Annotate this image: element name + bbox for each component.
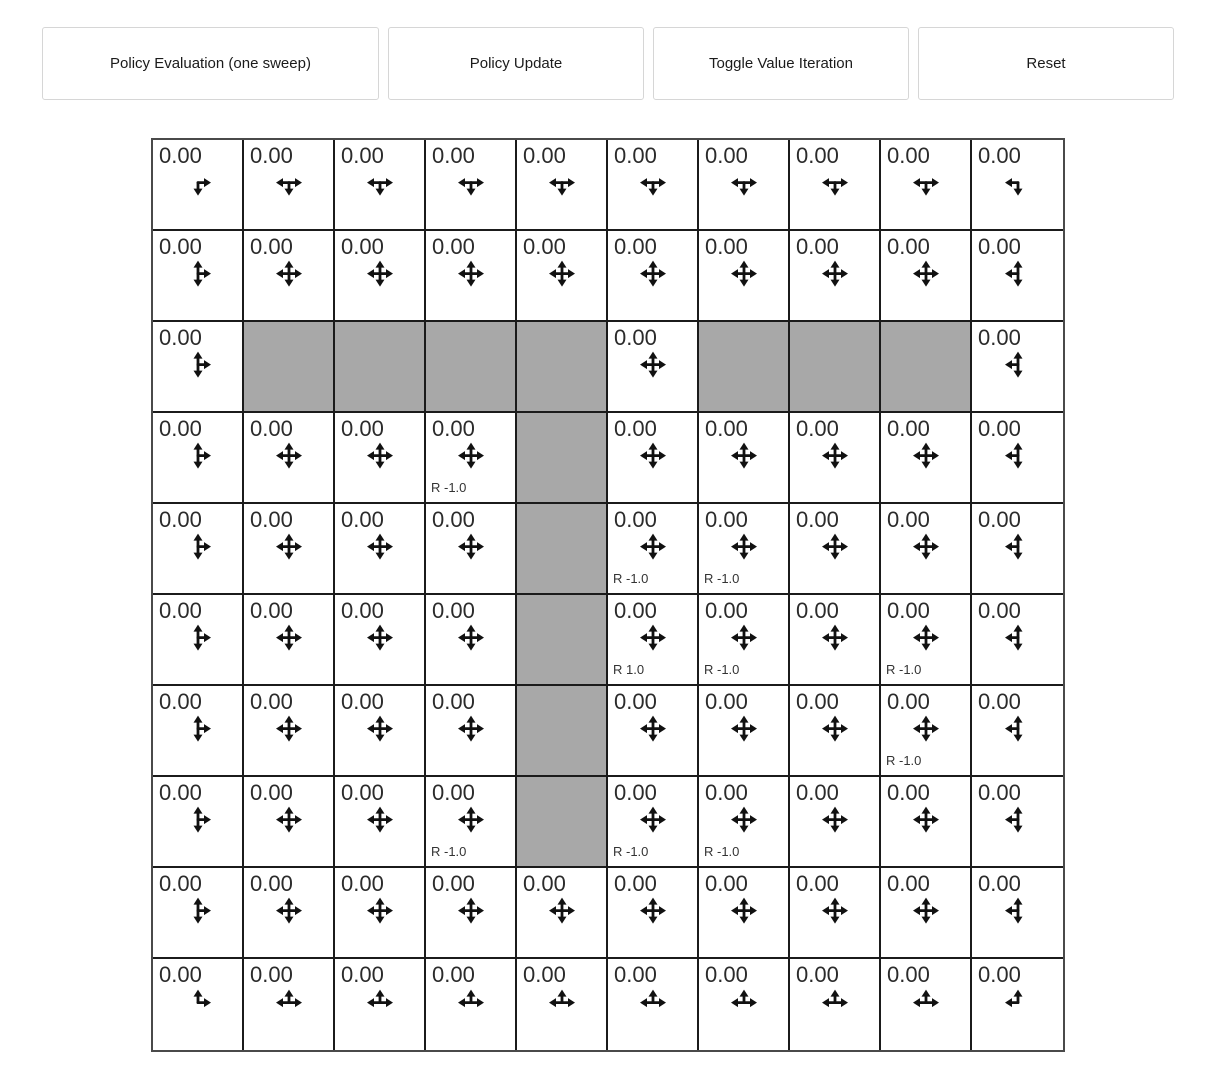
state-value: 0.00 [978,598,1021,623]
policy-arrows-icon [729,713,759,743]
state-value: 0.00 [523,143,566,168]
grid-cell [790,959,881,1050]
grid-cell [972,595,1063,686]
policy-arrows-icon [183,258,213,288]
state-value: 0.00 [341,598,384,623]
policy-arrows-icon [274,531,304,561]
grid-cell [153,686,244,777]
policy-arrows-icon [820,258,850,288]
state-value: 0.00 [250,962,293,987]
policy-arrows-icon [911,713,941,743]
grid-cell [517,231,608,322]
state-value: 0.00 [705,780,748,805]
grid-cell [426,413,517,504]
policy-arrows-icon [1003,440,1033,470]
grid-cell [881,413,972,504]
grid-cell [335,504,426,595]
policy-arrows-icon [1003,349,1033,379]
policy-arrows-icon [638,895,668,925]
grid-cell [790,686,881,777]
state-value: 0.00 [887,234,930,259]
grid-cell [972,959,1063,1050]
grid-cell [244,686,335,777]
grid-cell [426,504,517,595]
policy-arrows-icon [456,440,486,470]
state-value: 0.00 [614,962,657,987]
state-value: 0.00 [614,143,657,168]
state-value: 0.00 [159,507,202,532]
policy-arrows-icon [183,895,213,925]
reward-label: R -1.0 [613,571,649,586]
grid-cell [335,868,426,959]
policy-arrows-icon [820,804,850,834]
state-value: 0.00 [978,871,1021,896]
grid-cell [790,868,881,959]
wall-cell [517,413,608,504]
policy-arrows-icon [183,713,213,743]
policy-arrows-icon [274,804,304,834]
policy-arrows-icon [456,167,486,197]
policy-arrows-icon [729,804,759,834]
policy-arrows-icon [274,987,304,1017]
grid-cell [426,140,517,231]
wall-cell [335,322,426,413]
state-value: 0.00 [978,962,1021,987]
state-value: 0.00 [705,962,748,987]
state-value: 0.00 [887,416,930,441]
state-value: 0.00 [432,689,475,714]
grid-cell [972,140,1063,231]
policy-arrows-icon [456,804,486,834]
state-value: 0.00 [705,416,748,441]
state-value: 0.00 [250,416,293,441]
policy-arrows-icon [456,895,486,925]
grid-cell [244,959,335,1050]
grid-cell [153,231,244,322]
policy-arrows-icon [729,531,759,561]
state-value: 0.00 [341,871,384,896]
reward-label: R -1.0 [886,753,922,768]
policy-arrows-icon [1003,713,1033,743]
state-value: 0.00 [978,143,1021,168]
state-value: 0.00 [341,416,384,441]
grid-cell [335,959,426,1050]
grid-cell [244,231,335,322]
reward-label: R -1.0 [886,662,922,677]
reward-label: R -1.0 [704,662,740,677]
grid-cell [972,504,1063,595]
policy-arrows-icon [365,987,395,1017]
grid-cell [153,504,244,595]
grid-cell [699,413,790,504]
state-value: 0.00 [250,598,293,623]
state-value: 0.00 [341,689,384,714]
grid-cell [699,595,790,686]
state-value: 0.00 [887,780,930,805]
policy-arrows-icon [274,258,304,288]
policy-arrows-icon [638,258,668,288]
wall-cell [517,686,608,777]
grid-cell [608,231,699,322]
state-value: 0.00 [705,234,748,259]
policy-arrows-icon [729,987,759,1017]
policy-arrows-icon [638,531,668,561]
policy-arrows-icon [911,622,941,652]
grid-cell [426,868,517,959]
grid-cell [244,777,335,868]
state-value: 0.00 [887,871,930,896]
policy-arrows-icon [911,987,941,1017]
policy-arrows-icon [365,804,395,834]
policy-arrows-icon [729,622,759,652]
policy-arrows-icon [1003,531,1033,561]
grid-cell [335,595,426,686]
policy-arrows-icon [638,349,668,379]
policy-arrows-icon [911,804,941,834]
policy-arrows-icon [729,167,759,197]
grid-cell [244,595,335,686]
state-value: 0.00 [341,143,384,168]
state-value: 0.00 [887,689,930,714]
policy-arrows-icon [1003,258,1033,288]
state-value: 0.00 [159,962,202,987]
state-value: 0.00 [250,689,293,714]
state-value: 0.00 [796,780,839,805]
reward-label: R -1.0 [431,480,467,495]
policy-arrows-icon [1003,622,1033,652]
state-value: 0.00 [159,598,202,623]
grid-cell [972,686,1063,777]
state-value: 0.00 [523,962,566,987]
policy-arrows-icon [547,258,577,288]
grid-cell [426,231,517,322]
state-value: 0.00 [432,234,475,259]
reward-label: R -1.0 [704,844,740,859]
state-value: 0.00 [705,689,748,714]
state-value: 0.00 [796,962,839,987]
grid-cell [972,322,1063,413]
grid-cell [699,140,790,231]
state-value: 0.00 [796,143,839,168]
policy-arrows-icon [547,167,577,197]
state-value: 0.00 [159,780,202,805]
state-value: 0.00 [341,507,384,532]
state-value: 0.00 [796,689,839,714]
state-value: 0.00 [978,325,1021,350]
wall-cell [517,777,608,868]
state-value: 0.00 [978,416,1021,441]
policy-arrows-icon [183,804,213,834]
state-value: 0.00 [250,143,293,168]
state-value: 0.00 [250,871,293,896]
state-value: 0.00 [432,871,475,896]
grid-cell [881,231,972,322]
state-value: 0.00 [705,871,748,896]
policy-arrows-icon [911,531,941,561]
policy-arrows-icon [456,713,486,743]
grid-cell [244,868,335,959]
grid-cell [699,868,790,959]
policy-arrows-icon [729,440,759,470]
grid-cell [881,140,972,231]
grid-cell [608,595,699,686]
state-value: 0.00 [159,143,202,168]
grid-cell [699,686,790,777]
grid-cell [608,868,699,959]
wall-cell [517,322,608,413]
state-value: 0.00 [159,234,202,259]
toolbar [42,27,1224,100]
state-value: 0.00 [978,689,1021,714]
policy-arrows-icon [456,622,486,652]
wall-cell [517,504,608,595]
grid-cell [972,231,1063,322]
grid-cell [972,413,1063,504]
policy-arrows-icon [911,895,941,925]
state-value: 0.00 [341,234,384,259]
grid-cell [608,959,699,1050]
grid-cell [608,777,699,868]
grid-cell [335,140,426,231]
state-value: 0.00 [887,143,930,168]
state-value: 0.00 [887,962,930,987]
grid-cell [426,777,517,868]
reward-label: R 1.0 [613,662,645,677]
policy-arrows-icon [456,987,486,1017]
policy-arrows-icon [274,713,304,743]
policy-arrows-icon [638,713,668,743]
grid-cell [335,231,426,322]
wall-cell [699,322,790,413]
state-value: 0.00 [432,416,475,441]
state-value: 0.00 [432,143,475,168]
wall-cell [244,322,335,413]
grid-cell [153,322,244,413]
state-value: 0.00 [614,780,657,805]
grid-cell [517,959,608,1050]
grid-cell [608,322,699,413]
wall-cell [881,322,972,413]
state-value: 0.00 [796,416,839,441]
toggle-value-iteration-button[interactable]: Toggle Value Iteration [653,27,909,100]
policy-arrows-icon [729,895,759,925]
grid-cell [881,686,972,777]
state-value: 0.00 [614,234,657,259]
grid-cell [608,413,699,504]
grid-cell [608,140,699,231]
gridworld-grid [151,138,1065,1052]
policy-arrows-icon [911,258,941,288]
grid-cell [790,231,881,322]
grid-cell [972,777,1063,868]
state-value: 0.00 [796,507,839,532]
state-value: 0.00 [432,962,475,987]
policy-arrows-icon [1003,167,1033,197]
policy-arrows-icon [456,258,486,288]
policy-arrows-icon [274,440,304,470]
state-value: 0.00 [432,780,475,805]
grid-cell [699,959,790,1050]
policy-arrows-icon [820,167,850,197]
grid-cell [790,413,881,504]
policy-arrows-icon [365,258,395,288]
state-value: 0.00 [250,234,293,259]
policy-arrows-icon [183,531,213,561]
reward-label: R -1.0 [613,844,649,859]
policy-arrows-icon [183,440,213,470]
grid-cell [153,959,244,1050]
policy-arrows-icon [365,167,395,197]
state-value: 0.00 [796,598,839,623]
grid-cell [244,504,335,595]
policy-arrows-icon [183,622,213,652]
grid-cell [335,413,426,504]
grid-cell [335,686,426,777]
policy-arrows-icon [274,622,304,652]
state-value: 0.00 [432,507,475,532]
grid-cell [881,777,972,868]
policy-arrows-icon [820,895,850,925]
grid-cell [699,504,790,595]
grid-cell [244,140,335,231]
grid-cell [517,140,608,231]
grid-cell [790,777,881,868]
grid-cell [517,868,608,959]
state-value: 0.00 [614,416,657,441]
state-value: 0.00 [159,871,202,896]
state-value: 0.00 [705,598,748,623]
policy-arrows-icon [365,531,395,561]
grid-cell [426,959,517,1050]
policy-arrows-icon [365,713,395,743]
grid-cell [881,868,972,959]
wall-cell [517,595,608,686]
state-value: 0.00 [614,507,657,532]
policy-arrows-icon [638,987,668,1017]
state-value: 0.00 [250,780,293,805]
policy-arrows-icon [820,987,850,1017]
policy-arrows-icon [820,713,850,743]
grid-cell [335,777,426,868]
grid-cell [699,231,790,322]
grid-cell [608,686,699,777]
policy-arrows-icon [820,622,850,652]
state-value: 0.00 [523,871,566,896]
grid-cell [608,504,699,595]
reward-label: R -1.0 [704,571,740,586]
grid-cell [699,777,790,868]
reset-button[interactable]: Reset [918,27,1174,100]
wall-cell [790,322,881,413]
grid-cell [153,595,244,686]
grid-cell [790,504,881,595]
state-value: 0.00 [705,143,748,168]
policy-update-button[interactable]: Policy Update [388,27,644,100]
grid-cell [426,595,517,686]
state-value: 0.00 [978,507,1021,532]
state-value: 0.00 [978,780,1021,805]
state-value: 0.00 [159,325,202,350]
policy-arrows-icon [547,987,577,1017]
grid-cell [426,686,517,777]
policy-arrows-icon [183,167,213,197]
policy-arrows-icon [911,440,941,470]
state-value: 0.00 [250,507,293,532]
policy-arrows-icon [456,531,486,561]
policy-arrows-icon [911,167,941,197]
policy-arrows-icon [183,349,213,379]
policy-arrows-icon [638,804,668,834]
grid-cell [153,413,244,504]
policy-arrows-icon [820,531,850,561]
policy-arrows-icon [638,167,668,197]
state-value: 0.00 [341,962,384,987]
policy-arrows-icon [820,440,850,470]
state-value: 0.00 [796,871,839,896]
policy-arrows-icon [365,440,395,470]
policy-arrows-icon [274,167,304,197]
state-value: 0.00 [159,416,202,441]
grid-cell [881,504,972,595]
policy-arrows-icon [547,895,577,925]
state-value: 0.00 [614,871,657,896]
policy-arrows-icon [274,895,304,925]
policy-arrows-icon [638,440,668,470]
grid-cell [881,595,972,686]
grid-cell [153,140,244,231]
policy-arrows-icon [183,987,213,1017]
wall-cell [426,322,517,413]
state-value: 0.00 [978,234,1021,259]
policy-arrows-icon [1003,987,1033,1017]
grid-cell [790,140,881,231]
state-value: 0.00 [523,234,566,259]
policy-arrows-icon [729,258,759,288]
state-value: 0.00 [614,325,657,350]
reward-label: R -1.0 [431,844,467,859]
grid-cell [972,868,1063,959]
state-value: 0.00 [341,780,384,805]
state-value: 0.00 [614,598,657,623]
grid-cell [153,777,244,868]
state-value: 0.00 [614,689,657,714]
policy-arrows-icon [365,622,395,652]
policy-evaluation-button[interactable]: Policy Evaluation (one sweep) [42,27,379,100]
state-value: 0.00 [705,507,748,532]
state-value: 0.00 [432,598,475,623]
grid-cell [790,595,881,686]
state-value: 0.00 [796,234,839,259]
state-value: 0.00 [159,689,202,714]
grid-cell [881,959,972,1050]
state-value: 0.00 [887,507,930,532]
policy-arrows-icon [365,895,395,925]
state-value: 0.00 [887,598,930,623]
grid-cell [244,413,335,504]
policy-arrows-icon [638,622,668,652]
policy-arrows-icon [1003,895,1033,925]
grid-cell [153,868,244,959]
policy-arrows-icon [1003,804,1033,834]
